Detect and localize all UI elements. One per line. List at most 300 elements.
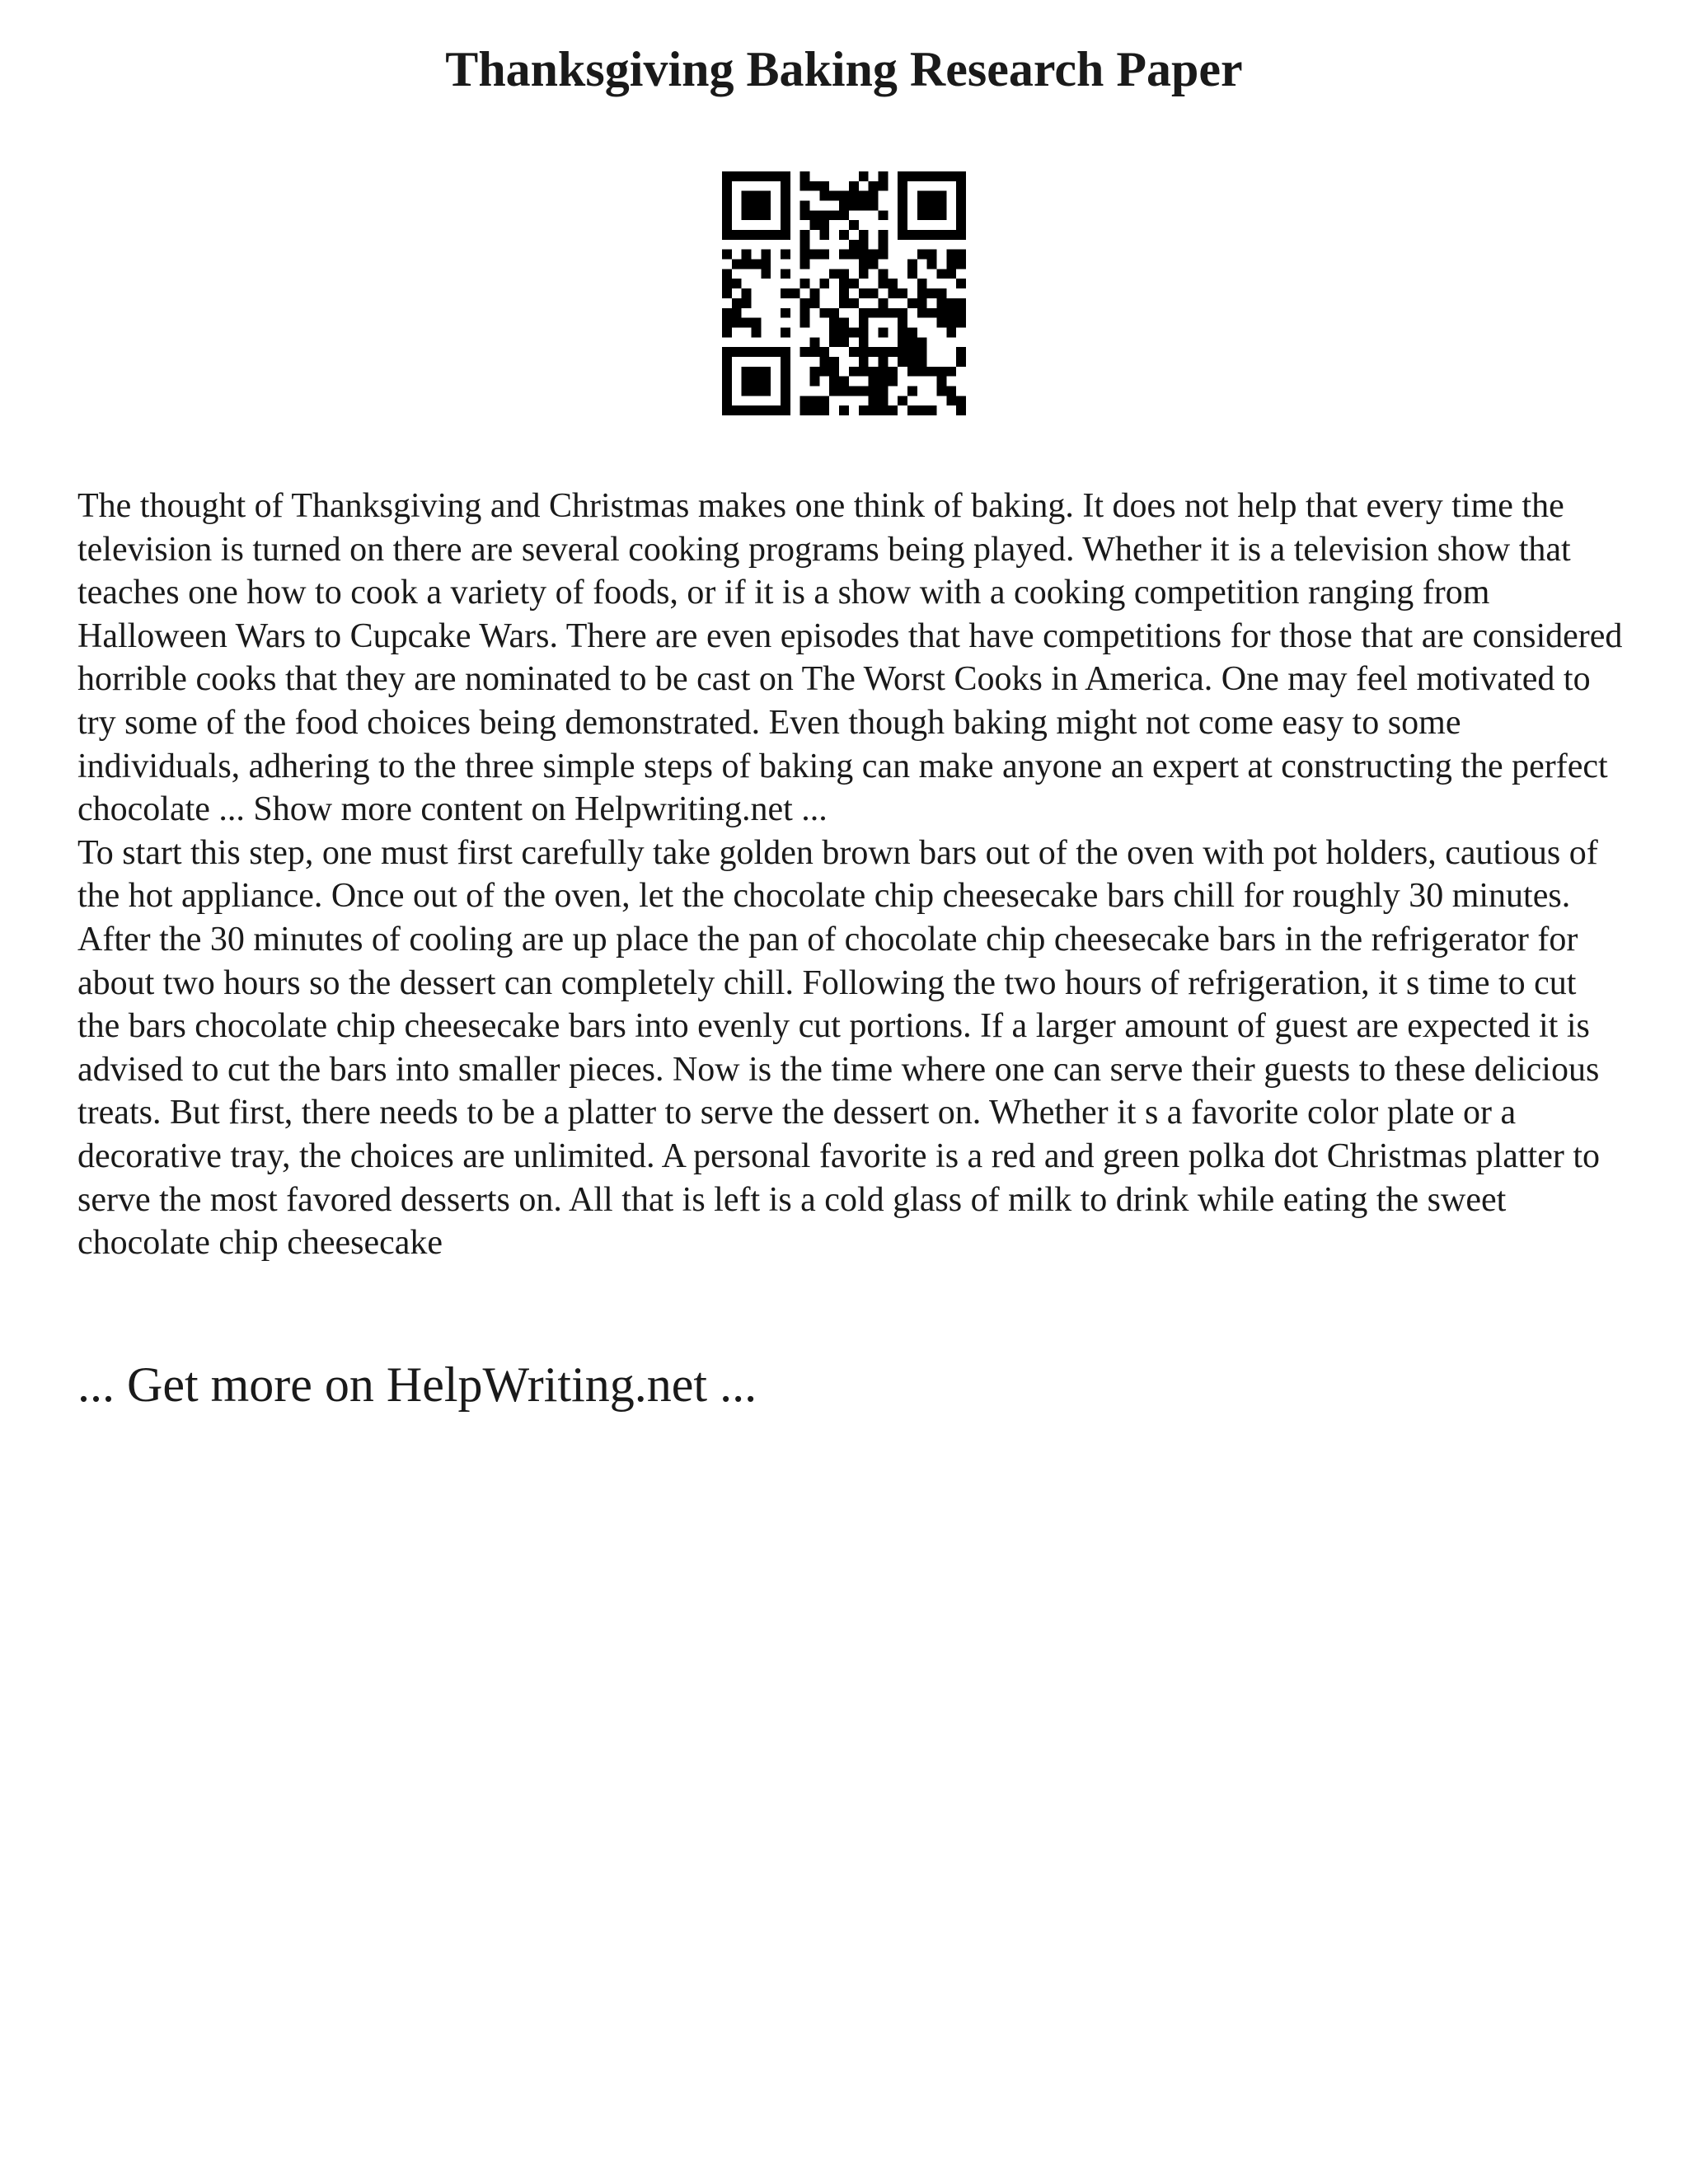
qr-module [936, 298, 946, 308]
qr-module [819, 250, 829, 260]
qr-module [898, 288, 907, 298]
qr-module [810, 220, 820, 230]
get-more-link[interactable]: ... Get more on HelpWriting.net ... [77, 1357, 757, 1412]
qr-module [946, 298, 956, 308]
qr-module [742, 298, 752, 308]
qr-module [819, 279, 829, 288]
qr-module [722, 250, 732, 260]
qr-module [742, 318, 752, 328]
qr-module [742, 250, 752, 260]
qr-module [781, 377, 790, 387]
qr-module [829, 367, 839, 377]
qr-module [888, 377, 898, 387]
qr-module [761, 250, 771, 260]
qr-module [722, 396, 732, 405]
qr-module [936, 288, 946, 298]
qr-module [927, 191, 937, 201]
qr-module [781, 327, 790, 337]
qr-module [742, 201, 752, 211]
qr-module [839, 269, 849, 279]
qr-module [752, 377, 762, 387]
qr-module [800, 405, 810, 415]
qr-module [781, 367, 790, 377]
qr-module [781, 357, 790, 367]
qr-module [888, 308, 898, 318]
qr-module [917, 367, 927, 377]
qr-module [888, 367, 898, 377]
qr-module [752, 201, 762, 211]
qr-module [927, 288, 937, 298]
qr-module [722, 318, 732, 328]
qr-module [800, 240, 810, 250]
qr-module [927, 405, 937, 415]
qr-module [946, 269, 956, 279]
qr-module [917, 279, 927, 288]
qr-module [956, 220, 966, 230]
qr-module [869, 181, 879, 191]
qr-module [878, 357, 888, 367]
qr-module [898, 220, 907, 230]
qr-module [927, 308, 937, 318]
qr-module [946, 260, 956, 269]
qr-module [810, 181, 820, 191]
qr-module [771, 171, 781, 181]
qr-module [869, 201, 879, 211]
qr-module [790, 288, 800, 298]
qr-module [898, 191, 907, 201]
qr-module [819, 220, 829, 230]
qr-module [732, 347, 742, 357]
qr-module [722, 201, 732, 211]
qr-module [819, 181, 829, 191]
qr-module [927, 260, 937, 269]
qr-module [936, 386, 946, 396]
qr-module [859, 357, 869, 367]
qr-module [732, 230, 742, 240]
qr-module [898, 308, 907, 318]
qr-module [800, 396, 810, 405]
qr-module [956, 405, 966, 415]
qr-module [819, 308, 829, 318]
qr-module [839, 279, 849, 288]
qr-module [722, 288, 732, 298]
qr-module [898, 357, 907, 367]
qr-module [761, 377, 771, 387]
qr-module [946, 386, 956, 396]
qr-module [859, 386, 869, 396]
qr-module [936, 210, 946, 220]
qr-module [869, 347, 879, 357]
qr-module [819, 210, 829, 220]
qr-module [761, 405, 771, 415]
qr-module [742, 377, 752, 387]
qr-module [732, 279, 742, 288]
qr-module [781, 405, 790, 415]
qr-module [956, 181, 966, 191]
qr-module [849, 327, 859, 337]
qr-module [907, 347, 917, 357]
qr-module [956, 191, 966, 201]
qr-module [781, 288, 790, 298]
qr-module [956, 298, 966, 308]
qr-module [859, 260, 869, 269]
qr-module [849, 347, 859, 357]
qr-module [936, 318, 946, 328]
qr-module [859, 318, 869, 328]
qr-module [859, 405, 869, 415]
qr-module [859, 347, 869, 357]
qr-module [878, 396, 888, 405]
qr-module [927, 250, 937, 260]
qr-module [761, 191, 771, 201]
qr-module [752, 318, 762, 328]
qr-module [878, 377, 888, 387]
qr-module [810, 347, 820, 357]
qr-module [752, 230, 762, 240]
qr-module [936, 171, 946, 181]
qr-module [839, 386, 849, 396]
qr-module [781, 171, 790, 181]
qr-module [742, 347, 752, 357]
qr-module [722, 327, 732, 337]
qr-module [722, 308, 732, 318]
qr-module [849, 250, 859, 260]
qr-module [810, 298, 820, 308]
qr-module [956, 308, 966, 318]
qr-module [849, 240, 859, 250]
qr-module [839, 201, 849, 211]
qr-module [722, 269, 732, 279]
qr-module [936, 269, 946, 279]
qr-module [936, 201, 946, 211]
qr-module [742, 260, 752, 269]
qr-module [859, 171, 869, 181]
qr-module [781, 386, 790, 396]
qr-module [839, 288, 849, 298]
qr-module [917, 405, 927, 415]
qr-module [742, 191, 752, 201]
qr-module [907, 298, 917, 308]
qr-module [839, 405, 849, 415]
qr-module [907, 405, 917, 415]
qr-module [878, 386, 888, 396]
qr-module [956, 250, 966, 260]
qr-module [927, 230, 937, 240]
qr-module [752, 210, 762, 220]
qr-module [732, 260, 742, 269]
qr-module [859, 269, 869, 279]
qr-module [927, 367, 937, 377]
qr-module [956, 347, 966, 357]
qr-module [819, 396, 829, 405]
qr-module [849, 367, 859, 377]
qr-module [859, 308, 869, 318]
qr-module [878, 347, 888, 357]
qr-module [771, 405, 781, 415]
qr-module [917, 230, 927, 240]
qr-module [946, 318, 956, 328]
qr-module [742, 367, 752, 377]
qr-module [810, 405, 820, 415]
qr-module [722, 279, 732, 288]
qr-module [810, 396, 820, 405]
qr-code-graphic [722, 171, 966, 415]
qr-module [859, 337, 869, 347]
qr-module [946, 396, 956, 405]
qr-module [917, 298, 927, 308]
qr-module [907, 327, 917, 337]
qr-module [732, 405, 742, 415]
qr-module [878, 181, 888, 191]
qr-module [956, 357, 966, 367]
qr-module [839, 377, 849, 387]
qr-module [732, 308, 742, 318]
qr-module [956, 210, 966, 220]
qr-module [732, 318, 742, 328]
qr-module [742, 288, 752, 298]
qr-module [869, 377, 879, 387]
qr-module [722, 347, 732, 357]
qr-module [956, 318, 966, 328]
qr-module [869, 396, 879, 405]
qr-module [956, 171, 966, 181]
qr-module [839, 298, 849, 308]
qr-module [849, 201, 859, 211]
qr-module [849, 279, 859, 288]
qr-code-icon [722, 171, 966, 415]
qr-module [927, 201, 937, 211]
qr-module [800, 347, 810, 357]
qr-module [956, 260, 966, 269]
qr-module [936, 191, 946, 201]
qr-module [869, 260, 879, 269]
qr-module [946, 171, 956, 181]
qr-module [800, 260, 810, 269]
qr-module [917, 337, 927, 347]
qr-module [917, 191, 927, 201]
qr-module [888, 405, 898, 415]
qr-module [829, 269, 839, 279]
qr-module [869, 288, 879, 298]
qr-module [888, 347, 898, 357]
qr-module [946, 230, 956, 240]
qr-module [781, 220, 790, 230]
qr-module [800, 181, 810, 191]
qr-module [800, 171, 810, 181]
qr-module [781, 396, 790, 405]
qr-module [878, 210, 888, 220]
qr-module [781, 347, 790, 357]
qr-module [810, 367, 820, 377]
qr-module [898, 337, 907, 347]
qr-module [781, 230, 790, 240]
qr-module [800, 318, 810, 328]
qr-module [742, 171, 752, 181]
qr-module [829, 386, 839, 396]
qr-module [869, 405, 879, 415]
qr-module [722, 181, 732, 191]
qr-module [771, 347, 781, 357]
qr-module [946, 367, 956, 377]
qr-module [907, 230, 917, 240]
qr-module [761, 171, 771, 181]
qr-module [781, 308, 790, 318]
qr-module [761, 210, 771, 220]
qr-module [956, 201, 966, 211]
qr-module [810, 210, 820, 220]
qr-module [917, 308, 927, 318]
qr-module [898, 327, 907, 337]
qr-module [839, 210, 849, 220]
qr-module [781, 191, 790, 201]
qr-module [810, 337, 820, 347]
qr-module [781, 269, 790, 279]
qr-module [917, 210, 927, 220]
qr-module [878, 327, 888, 337]
qr-module [917, 347, 927, 357]
qr-module [898, 181, 907, 191]
qr-module [722, 171, 732, 181]
qr-module [878, 405, 888, 415]
qr-module [839, 230, 849, 240]
qr-module [839, 191, 849, 201]
qr-module [878, 367, 888, 377]
qr-module [722, 367, 732, 377]
qr-module [878, 250, 888, 260]
qr-module [752, 367, 762, 377]
qr-module [859, 327, 869, 337]
qr-module [869, 191, 879, 201]
qr-module [839, 318, 849, 328]
qr-module [771, 230, 781, 240]
qr-module [781, 181, 790, 191]
qr-module [819, 405, 829, 415]
qr-module [956, 279, 966, 288]
qr-module [800, 250, 810, 260]
qr-module [761, 347, 771, 357]
qr-module [761, 386, 771, 396]
qr-module [859, 240, 869, 250]
qr-module [722, 210, 732, 220]
qr-module [898, 396, 907, 405]
qr-module [819, 357, 829, 367]
qr-module [849, 181, 859, 191]
qr-module [839, 250, 849, 260]
qr-module [878, 279, 888, 288]
qr-module [722, 386, 732, 396]
qr-module [761, 260, 771, 269]
qr-module [742, 405, 752, 415]
qr-module [781, 250, 790, 260]
qr-module [859, 367, 869, 377]
qr-module [907, 337, 917, 347]
qr-module [917, 357, 927, 367]
qr-module [800, 308, 810, 318]
qr-module [869, 386, 879, 396]
qr-module [742, 230, 752, 240]
qr-module [819, 347, 829, 357]
qr-module [761, 201, 771, 211]
qr-module [917, 171, 927, 181]
qr-module [878, 298, 888, 308]
qr-module [936, 308, 946, 318]
qr-module [722, 230, 732, 240]
qr-module [898, 171, 907, 181]
qr-module [722, 357, 732, 367]
qr-module [742, 386, 752, 396]
qr-module [917, 250, 927, 260]
qr-module [907, 357, 917, 367]
qr-module [839, 327, 849, 337]
qr-module [859, 288, 869, 298]
qr-module [722, 191, 732, 201]
qr-module [752, 191, 762, 201]
qr-module [761, 269, 771, 279]
qr-module [810, 250, 820, 260]
qr-module [878, 269, 888, 279]
qr-module [878, 230, 888, 240]
qr-module [859, 230, 869, 240]
qr-module [761, 230, 771, 240]
qr-module [752, 327, 762, 337]
qr-module [898, 201, 907, 211]
qr-module [878, 240, 888, 250]
qr-module [810, 377, 820, 387]
qr-module [927, 171, 937, 181]
qr-module [936, 230, 946, 240]
qr-module [869, 250, 879, 260]
qr-module [742, 210, 752, 220]
qr-module [898, 230, 907, 240]
qr-module [878, 308, 888, 318]
qr-module [839, 337, 849, 347]
qr-module [800, 201, 810, 211]
qr-module [907, 171, 917, 181]
qr-module [732, 298, 742, 308]
qr-module [829, 210, 839, 220]
qr-module [781, 201, 790, 211]
qr-module [829, 377, 839, 387]
paragraph-intro: The thought of Thanksgiving and Christmas makes one think of baking. It does not help that every time the television is turned on there are several cooking programs being played. Whether it is a television show that teaches one how to cook a variety of foods, or if it is a show with a cooking competition ranging from Halloween Wars to Cupcake Wars. There are even episodes that have competitions for those that are considered horrible cooks that they are nominated to be cast on The Worst Cooks in America. One may feel motivated to try some of the food choices being demonstrated. Even though baking might not come easy to some individuals, adhering to the three simple steps of baking can make anyone an expert at constructing the perfect chocolate ... Show more content on Helpwriting.net ... [77, 487, 1623, 829]
qr-module [869, 367, 879, 377]
qr-module [819, 230, 829, 240]
qr-module [936, 367, 946, 377]
qr-module [927, 210, 937, 220]
qr-module [800, 230, 810, 240]
qr-module [849, 220, 859, 230]
qr-module [819, 191, 829, 201]
qr-module [722, 405, 732, 415]
qr-module [907, 269, 917, 279]
qr-module [752, 171, 762, 181]
qr-module [898, 318, 907, 328]
qr-module [819, 367, 829, 377]
qr-module [898, 210, 907, 220]
document-body [77, 485, 1627, 1265]
qr-module [946, 250, 956, 260]
document-title: Thanksgiving Baking Research Paper [445, 42, 1243, 96]
qr-module [888, 288, 898, 298]
qr-module [752, 405, 762, 415]
qr-module [752, 386, 762, 396]
qr-module [752, 260, 762, 269]
qr-module [936, 377, 946, 387]
qr-module [956, 396, 966, 405]
qr-module [781, 210, 790, 220]
qr-module [829, 191, 839, 201]
qr-module [917, 288, 927, 298]
qr-module [956, 230, 966, 240]
